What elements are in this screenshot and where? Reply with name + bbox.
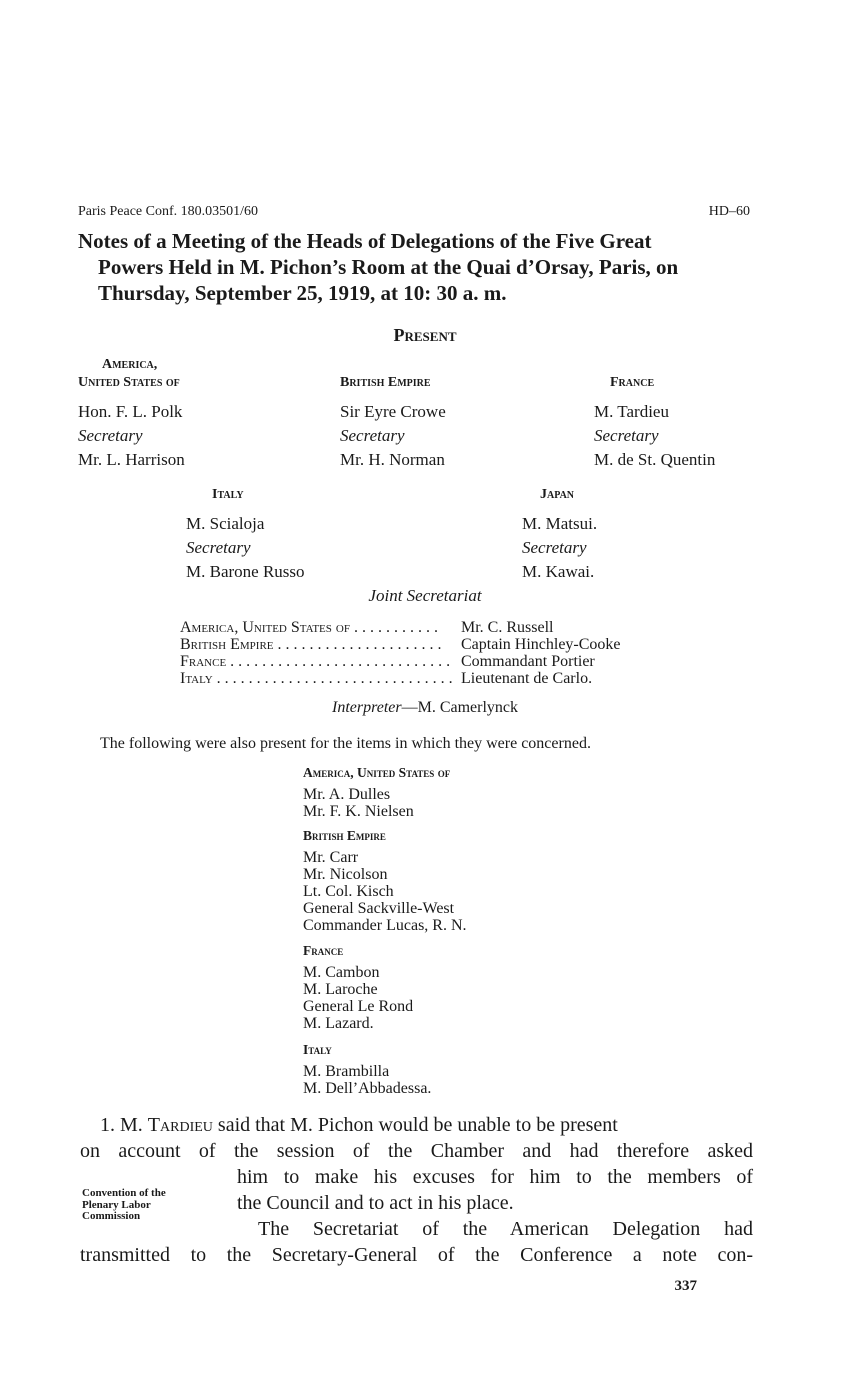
title-line-1: Notes of a Meeting of the Heads of Delegations of the Five Great	[78, 229, 652, 253]
margin-note	[82, 1188, 166, 1223]
secretary-label: Secretary	[186, 538, 251, 557]
secretary-name: Mr. L. Harrison	[78, 450, 185, 469]
joint-secretariat-row	[180, 619, 621, 636]
attendee: Lt. Col. Kisch	[303, 883, 394, 900]
body-line-1	[100, 1112, 618, 1138]
also-present-france	[303, 942, 413, 1032]
margin-note-line: Commission	[82, 1210, 141, 1222]
secretary-name: M. de St. Quentin	[594, 450, 716, 469]
attendee: Mr. Carr	[303, 849, 359, 866]
secretariat-country: America, United States of . . . . . . . . . . .	[180, 619, 438, 636]
document-code: HD–60	[708, 204, 750, 219]
also-present-italy	[303, 1041, 431, 1097]
also-present-british-empire	[303, 827, 467, 934]
paragraph-number: 1. M.	[100, 1114, 148, 1136]
delegate-name: M. Tardieu	[594, 402, 669, 421]
delegate-name: Hon. F. L. Polk	[78, 402, 183, 421]
secretary-label: Secretary	[522, 538, 587, 557]
group-heading: America, United States of	[303, 765, 451, 780]
body-text	[80, 1112, 753, 1268]
secretary-label: Secretary	[78, 426, 143, 445]
delegation-france	[594, 374, 715, 472]
delegate-name: Sir Eyre Crowe	[340, 402, 446, 421]
attendee: M. Laroche	[303, 981, 378, 998]
delegation-japan	[522, 486, 597, 584]
body-line-3: him to make his excuses for him to the members of	[237, 1166, 753, 1188]
group-heading: France	[303, 943, 344, 958]
secretariat-member: Mr. C. Russell	[461, 619, 554, 636]
title-line-2: Powers Held in M. Pichon’s Room at the Quai d’Orsay, Paris, on	[98, 255, 679, 279]
present-heading: Present	[393, 325, 457, 345]
secretariat-member: Captain Hinchley-Cooke	[461, 636, 621, 653]
secretariat-country: France . . . . . . . . . . . . . . . . . . . . . . . . . . . .	[180, 653, 451, 670]
document-reference: Paris Peace Conf. 180.03501/60	[78, 204, 259, 219]
also-present-intro: The following were also present for the items in which they were concerned.	[100, 735, 591, 752]
delegate-name: M. Matsui.	[522, 514, 598, 533]
attendee: Commander Lucas, R. N.	[303, 917, 467, 934]
attendee: Mr. Nicolson	[303, 866, 388, 883]
secretary-name: M. Kawai.	[522, 562, 595, 581]
delegate-name: M. Scialoja	[186, 514, 265, 533]
joint-secretariat-row	[180, 636, 621, 653]
delegation-heading: Japan	[540, 487, 575, 502]
delegation-heading: British Empire	[340, 375, 431, 390]
interpreter-line	[0, 699, 850, 717]
attendee: Mr. A. Dulles	[303, 786, 391, 803]
margin-note-line: Convention of the	[82, 1187, 166, 1199]
secretariat-member: Commandant Portier	[461, 653, 595, 670]
secretary-name: Mr. H. Norman	[340, 450, 445, 469]
body-line-5: The Secretariat of the American Delegation had	[258, 1218, 753, 1240]
body-line-4: the Council and to act in his place.	[237, 1192, 514, 1214]
delegation-italy	[186, 486, 305, 584]
delegation-heading: America,	[102, 357, 158, 372]
margin-note-line: Plenary Labor	[82, 1198, 151, 1211]
page-number: 337	[674, 1278, 697, 1294]
secretariat-country: British Empire . . . . . . . . . . . . . . . . . . . . .	[180, 636, 442, 653]
joint-secretariat-heading: Joint Secretariat	[368, 586, 482, 605]
attendee: M. Cambon	[303, 964, 380, 981]
group-heading: British Empire	[303, 828, 386, 843]
attendee: General Le Rond	[303, 998, 414, 1015]
delegation-heading: France	[610, 375, 655, 390]
joint-secretariat-row	[180, 653, 621, 670]
joint-secretariat-list	[180, 619, 621, 687]
attendee: M. Brambilla	[303, 1063, 390, 1080]
attendee: M. Dell’Abbadessa.	[303, 1080, 432, 1097]
attendee: Mr. F. K. Nielsen	[303, 803, 414, 820]
secretariat-country: Italy . . . . . . . . . . . . . . . . . . . . . . . . . . . . . .	[180, 670, 453, 687]
secretary-label: Secretary	[594, 426, 659, 445]
delegation-heading: Italy	[212, 487, 244, 502]
secretariat-member: Lieutenant de Carlo.	[461, 670, 593, 687]
body-line-6: transmitted to the Secretary-General of the Conference a note con-	[80, 1244, 753, 1266]
secretary-label: Secretary	[340, 426, 405, 445]
title-line-3: Thursday, September 25, 1919, at 10: 30 a. m.	[98, 281, 507, 305]
delegation-british-empire	[340, 374, 446, 472]
interpreter-label: Interpreter	[331, 699, 402, 716]
delegation-heading-line2: United States of	[78, 375, 180, 390]
document-title	[78, 228, 768, 306]
speaker-name: Tardieu	[147, 1114, 213, 1136]
interpreter-name: —M. Camerlynck	[401, 699, 519, 716]
attendee: General Sackville-West	[303, 900, 455, 917]
also-present-america	[303, 764, 450, 820]
body-line	[80, 1112, 753, 1138]
body-line-2: on account of the session of the Chamber and had therefore asked	[80, 1140, 753, 1162]
attendee: M. Lazard.	[303, 1015, 374, 1032]
group-heading: Italy	[303, 1042, 332, 1057]
body-line-1-text: said that M. Pichon would be unable to be present	[212, 1114, 618, 1136]
secretary-name: M. Barone Russo	[186, 562, 305, 581]
delegation-america	[78, 356, 185, 472]
joint-secretariat-row	[180, 670, 621, 687]
